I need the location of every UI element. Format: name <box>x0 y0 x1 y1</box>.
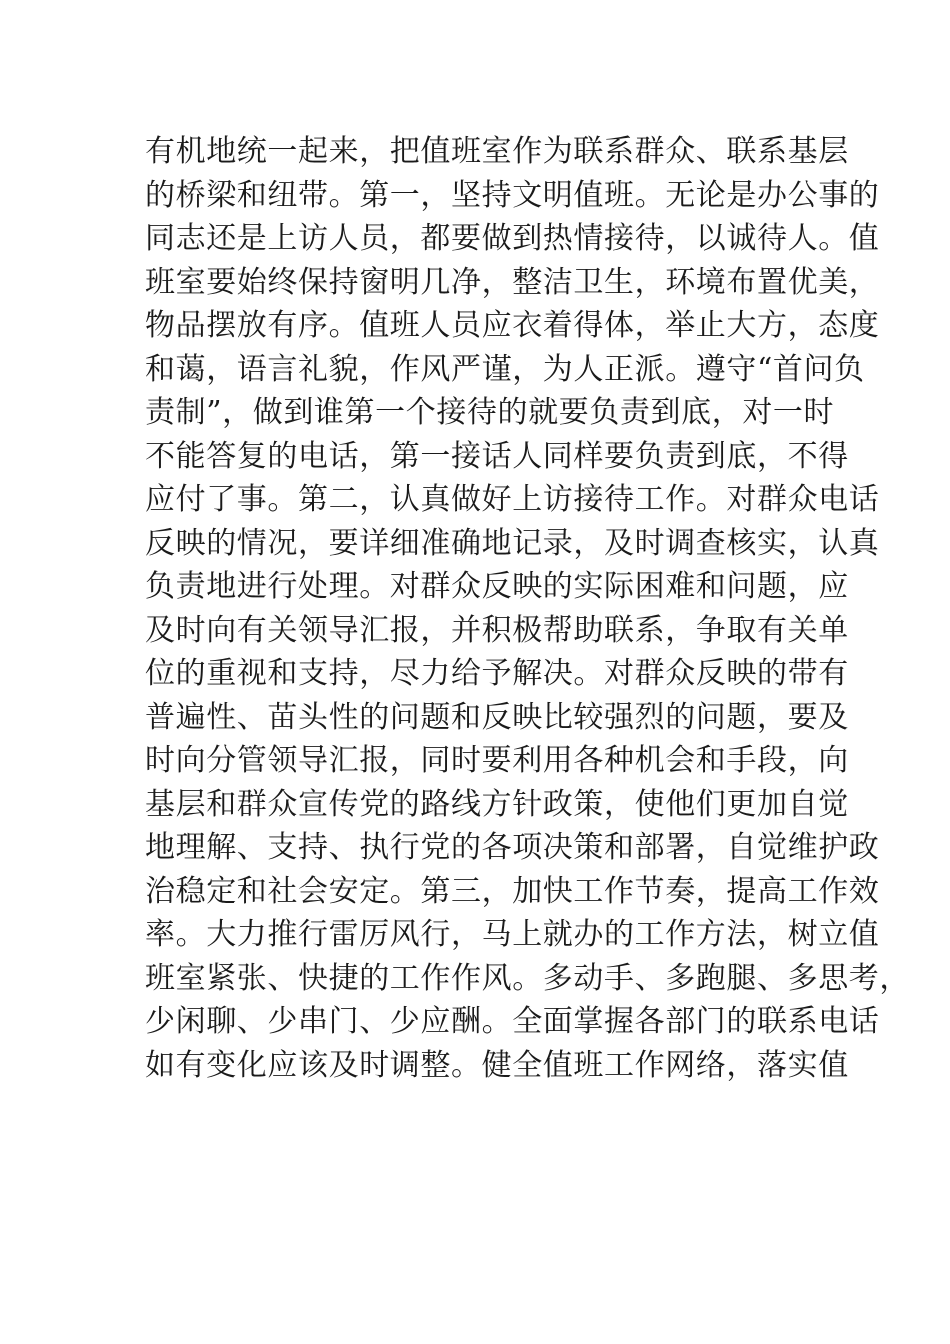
text-line: 班室紧张、快捷的工作作风。多动手、多跑腿、多思考， <box>145 960 910 996</box>
text-line: 少闲聊、少串门、少应酬。全面掌握各部门的联系电话 <box>145 1004 880 1039</box>
text-line: 时向分管领导汇报，同时要利用各种机会和手段，向 <box>145 743 849 778</box>
text-line: 有机地统一起来，把值班室作为联系群众、联系基层 <box>145 134 849 169</box>
text-line: 的桥梁和纽带。第一，坚持文明值班。无论是办公事的 <box>145 177 880 213</box>
text-line: 负责地进行处理。对群众反映的实际困难和问题，应 <box>145 569 849 604</box>
text-line: 治稳定和社会安定。第三，加快工作节奏，提高工作效 <box>145 873 880 909</box>
text-line: 不能答复的电话，第一接话人同样要负责到底，不得 <box>145 438 849 474</box>
text-line: 基层和群众宣传党的路线方针政策，使他们更加自觉 <box>145 786 849 822</box>
text-line: 应付了事。第二，认真做好上访接待工作。对群众电话 <box>145 482 880 517</box>
text-line: 和蔼，语言礼貌，作风严谨，为人正派。遵守“首问负 <box>145 351 865 387</box>
text-line: 普遍性、苗头性的问题和反映比较强烈的问题，要及 <box>145 699 849 735</box>
text-line: 率。大力推行雷厉风行，马上就办的工作方法，树立值 <box>145 917 880 952</box>
text-line: 反映的情况，要详细准确地记录，及时调查核实，认真 <box>145 525 880 561</box>
text-line: 及时向有关领导汇报，并积极帮助联系，争取有关单 <box>145 612 849 648</box>
text-line: 地理解、支持、执行党的各项决策和部署，自觉维护政 <box>145 830 880 865</box>
text-line: 如有变化应该及时调整。健全值班工作网络，落实值 <box>145 1047 849 1083</box>
body-paragraph <box>145 130 910 1087</box>
text-line: 责制”，做到谁第一个接待的就要负责到底，对一时 <box>145 395 835 430</box>
text-line: 班室要始终保持窗明几净，整洁卫生，环境布置优美， <box>145 264 880 300</box>
text-line: 位的重视和支持，尽力给予解决。对群众反映的带有 <box>145 656 849 691</box>
text-line: 同志还是上访人员，都要做到热情接待，以诚待人。值 <box>145 221 880 256</box>
text-line: 物品摆放有序。值班人员应衣着得体，举止大方，态度 <box>145 308 880 343</box>
